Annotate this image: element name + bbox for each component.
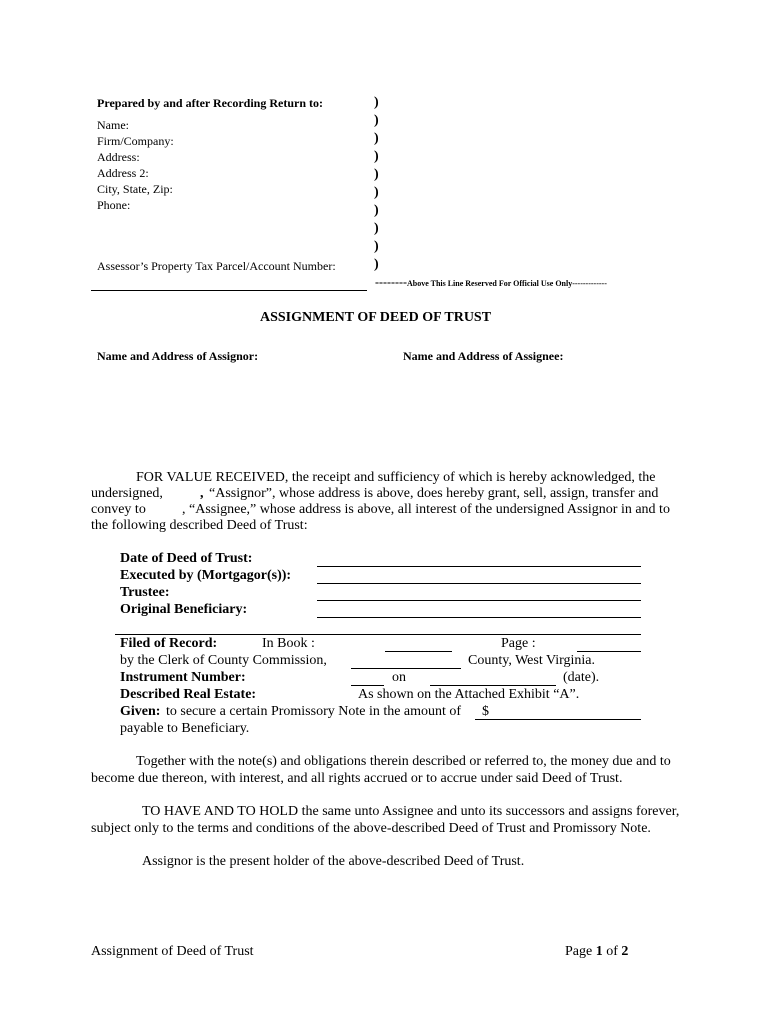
paragraph1-line4: the following described Deed of Trust:: [91, 518, 308, 533]
dollar-sign: $: [482, 704, 489, 719]
note-amount-field[interactable]: [475, 719, 641, 720]
reserved-dashes: --------: [375, 275, 407, 289]
prepared-by-heading: Prepared by and after Recording Return to:: [97, 96, 323, 110]
total-pages: 2: [621, 944, 629, 959]
trustee-field[interactable]: [317, 600, 641, 601]
date-of-deed-label: Date of Deed of Trust:: [120, 551, 253, 566]
described-real-estate-label: Described Real Estate:: [120, 687, 257, 702]
book-field[interactable]: [385, 651, 452, 652]
paragraph1-comma: ,: [200, 486, 204, 501]
paragraph3-line1: TO HAVE AND TO HOLD the same unto Assignee and unto its successors and assigns forever,: [142, 804, 680, 819]
document-title: ASSIGNMENT OF DEED OF TRUST: [260, 310, 492, 325]
assignee-heading: Name and Address of Assignee:: [403, 349, 564, 363]
paren-4: ): [374, 149, 379, 164]
phone-label: Phone:: [97, 198, 131, 212]
filed-of-record-label: Filed of Record:: [120, 636, 218, 651]
footer-title: Assignment of Deed of Trust: [91, 944, 254, 959]
address2-label: Address 2:: [97, 166, 149, 180]
beneficiary-label: Original Beneficiary:: [120, 602, 248, 617]
instrument-date-field[interactable]: [430, 685, 556, 686]
paragraph1-line3: , “Assignee,” whose address is above, all interest of the undersigned Assignor in and to: [182, 502, 670, 517]
instrument-number-field[interactable]: [351, 685, 384, 686]
paragraph3-line2: subject only to the terms and conditions of the above-described Deed of Trust and Promissory Note.: [91, 821, 651, 836]
paragraph1-line1: FOR VALUE RECEIVED, the receipt and sufficiency of which is hereby acknowledged, the: [136, 470, 656, 485]
paren-9: ): [374, 239, 379, 254]
paragraph4: Assignor is the present holder of the above-described Deed of Trust.: [142, 854, 525, 869]
page-number: [565, 944, 628, 960]
executed-by-field[interactable]: [317, 583, 641, 584]
paren-6: ): [374, 185, 379, 200]
date-suffix: (date).: [563, 670, 600, 685]
parcel-label: Assessor’s Property Tax Parcel/Account Number:: [97, 259, 336, 273]
paren-1: ): [374, 95, 379, 110]
executed-by-label: Executed by (Mortgagor(s)):: [120, 568, 292, 583]
paren-7: ): [374, 203, 379, 218]
page-word: Page: [565, 944, 593, 959]
paren-3: ): [374, 131, 379, 146]
given-label: Given:: [120, 704, 161, 719]
paren-10: ): [374, 257, 379, 272]
trustee-label: Trustee:: [120, 585, 170, 600]
of-word: of: [606, 944, 618, 959]
firm-label: Firm/Company:: [97, 134, 174, 148]
instrument-number-label: Instrument Number:: [120, 670, 246, 685]
clerk-text: by the Clerk of County Commission,: [120, 653, 327, 668]
paragraph1-undersigned: undersigned,: [91, 486, 163, 501]
given-text: to secure a certain Promissory Note in the amount of: [166, 704, 462, 719]
on-text: on: [392, 670, 406, 685]
name-label: Name:: [97, 118, 129, 132]
header-divider-line: [91, 290, 367, 291]
county-text: County, West Virginia.: [468, 653, 596, 668]
paren-5: ): [374, 167, 379, 182]
paragraph1-line2: “Assignor”, whose address is above, does hereby grant, sell, assign, transfer and: [209, 486, 659, 501]
paren-2: ): [374, 113, 379, 128]
reserved-line-notice: [375, 275, 607, 290]
described-real-estate-value: As shown on the Attached Exhibit “A”.: [358, 687, 580, 702]
payable-text: payable to Beneficiary.: [120, 721, 250, 736]
paragraph2-line2: become due thereon, with interest, and all rights accrued or to accrue under said Deed of Trust.: [91, 771, 623, 786]
paragraph2-line1: Together with the note(s) and obligations therein described or referred to, the money due and to: [136, 754, 671, 769]
in-book-label: In Book :: [262, 636, 315, 651]
paragraph1-convey: convey to: [91, 502, 146, 517]
beneficiary-field[interactable]: [317, 617, 641, 618]
paren-8: ): [374, 221, 379, 236]
city-state-zip-label: City, State, Zip:: [97, 182, 173, 196]
reserved-text: Above This Line Reserved For Official Use Only-------------: [406, 279, 607, 288]
current-page: 1: [595, 944, 603, 959]
section-divider-line: [115, 634, 641, 635]
address-label: Address:: [97, 150, 140, 164]
page-label: Page :: [501, 636, 536, 651]
date-of-deed-field[interactable]: [317, 566, 641, 567]
page-field[interactable]: [577, 651, 641, 652]
assignor-heading: Name and Address of Assignor:: [97, 349, 259, 363]
county-field[interactable]: [351, 668, 461, 669]
